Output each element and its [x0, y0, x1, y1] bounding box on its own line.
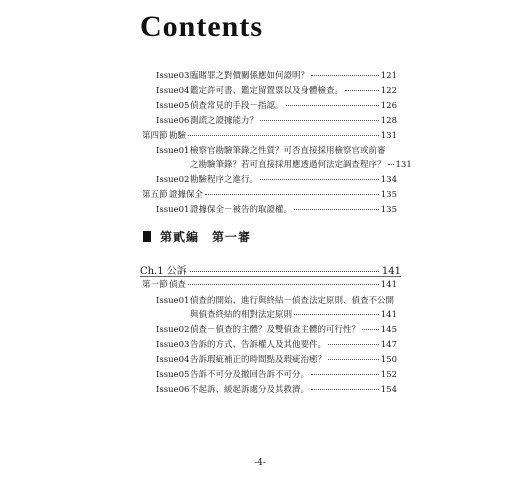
toc-entry-issue03[interactable]: [156, 339, 397, 351]
leader-dots: [328, 344, 379, 345]
issue-title: 告訴不可分及撤回告訴不可分。: [190, 370, 310, 380]
leader-dots: [188, 284, 379, 285]
issue-label: Issue01: [156, 296, 190, 306]
issue-title: 鑑定許可書、鑑定留置票以及身體檢查。: [190, 86, 344, 96]
issue-label: Issue05: [156, 101, 190, 111]
leader-dots: [188, 135, 379, 136]
issue-label: Issue04: [156, 86, 190, 96]
issue-title-cont: 之勘驗筆錄？若可直接採用應透過何法定調查程序？: [190, 160, 386, 170]
leader-dots: [190, 271, 379, 272]
leader-dots: [388, 164, 394, 165]
issue-title-cont: 與偵查終結的相對法定原則: [190, 310, 293, 320]
toc-entry-issue02[interactable]: [156, 174, 397, 186]
leader-dots: [260, 120, 379, 121]
issue-title: 檢察官勘驗筆錄之性質？可否直接採用檢察官或前審: [190, 146, 386, 156]
issue-title: 臨賭罪之對價關係應如何證明？: [190, 71, 310, 81]
toc-chapter-1[interactable]: [140, 262, 401, 277]
chapter-title: Ch.1 公訴: [140, 266, 187, 277]
issue-label: Issue02: [156, 175, 190, 185]
issue-title: 不起訴、緩起訴處分及其救濟。: [190, 385, 310, 395]
toc-entry-issue03[interactable]: [156, 70, 397, 82]
leader-dots: [328, 359, 379, 360]
part-title: 第貳編 第一審: [160, 230, 252, 244]
issue-title: 測謊之證據能力？: [190, 116, 259, 126]
chapter-divider: [140, 276, 401, 277]
toc-section-5[interactable]: [142, 189, 397, 201]
toc-entry-issue05[interactable]: [156, 100, 397, 112]
page-number: 152: [380, 370, 397, 380]
page-number: 134: [380, 175, 397, 185]
leader-dots: [345, 90, 379, 91]
issue-label: Issue01: [156, 146, 190, 156]
issue-label: Issue06: [156, 116, 190, 126]
page-number: 135: [380, 190, 397, 200]
leader-dots: [362, 329, 379, 330]
leader-dots: [311, 75, 379, 76]
toc-entry-issue01-line2[interactable]: [190, 159, 412, 171]
page-number: 126: [380, 101, 397, 111]
leader-dots: [286, 105, 379, 106]
issue-label: Issue06: [156, 385, 190, 395]
issue-label: Issue04: [156, 355, 190, 365]
square-bullet-icon: [143, 231, 151, 242]
page-title: Contents: [140, 10, 264, 43]
leader-dots: [260, 179, 379, 180]
page-number: 131: [380, 131, 397, 141]
section-label: 第四節: [142, 131, 168, 141]
issue-label: Issue03: [156, 71, 190, 81]
section-title: 偵查: [169, 280, 187, 290]
issue-label: Issue02: [156, 325, 190, 335]
page-number: 150: [380, 355, 397, 365]
issue-title: 告訴的方式、告訴權人及其他要件。: [190, 340, 327, 350]
issue-label: Issue05: [156, 370, 190, 380]
page-number: 141: [380, 310, 397, 320]
toc-entry-issue01[interactable]: [156, 204, 397, 216]
page-number: 135: [380, 205, 397, 215]
issue-label: Issue01: [156, 205, 190, 215]
leader-dots: [205, 194, 379, 195]
toc-entry-issue01-line1[interactable]: [156, 295, 394, 307]
page-number: 141: [381, 266, 401, 277]
section-title: 證據保全: [169, 190, 204, 200]
toc-entry-issue01-line1[interactable]: [156, 145, 386, 157]
toc-section-4[interactable]: [142, 130, 397, 142]
leader-dots: [294, 209, 379, 210]
page-number: 141: [380, 280, 397, 290]
leader-dots: [311, 389, 379, 390]
section-label: 第五節: [142, 190, 168, 200]
part-heading: [143, 228, 251, 245]
section-title: 勘驗: [169, 131, 187, 141]
leader-dots: [311, 374, 379, 375]
issue-title: 偵查常見的手段－指認。: [190, 101, 284, 111]
page-number: 122: [380, 86, 397, 96]
issue-title: 告訴瑕疵補正的時間點及瑕疵治癒？: [190, 355, 327, 365]
issue-title: 勘驗程序之進行。: [190, 175, 259, 185]
page-number: 128: [380, 116, 397, 126]
toc-entry-issue04[interactable]: [156, 354, 397, 366]
page-number: 145: [380, 325, 397, 335]
toc-entry-issue05[interactable]: [156, 369, 397, 381]
page-number: 154: [380, 385, 397, 395]
toc-entry-issue04[interactable]: [156, 85, 397, 97]
page-footer-number: -4-: [254, 458, 266, 468]
issue-title: 證據保全－被告的取證權。: [190, 205, 293, 215]
toc-entry-issue01-line2[interactable]: [190, 309, 397, 321]
page-number: 121: [380, 71, 397, 81]
issue-title: 偵查的開始、進行與終結－偵查法定原則、偵查不公開: [190, 296, 395, 306]
toc-entry-issue06[interactable]: [156, 384, 397, 396]
issue-title: 偵查－偵查的主體？及雙偵查主體的可行性？: [190, 325, 361, 335]
toc-entry-issue06[interactable]: [156, 115, 397, 127]
issue-label: Issue03: [156, 340, 190, 350]
page-number: 131: [395, 160, 412, 170]
toc-entry-issue02[interactable]: [156, 324, 397, 336]
section-label: 第一節: [142, 280, 168, 290]
leader-dots: [294, 314, 379, 315]
toc-section-1[interactable]: [142, 279, 397, 291]
page-number: 147: [380, 340, 397, 350]
